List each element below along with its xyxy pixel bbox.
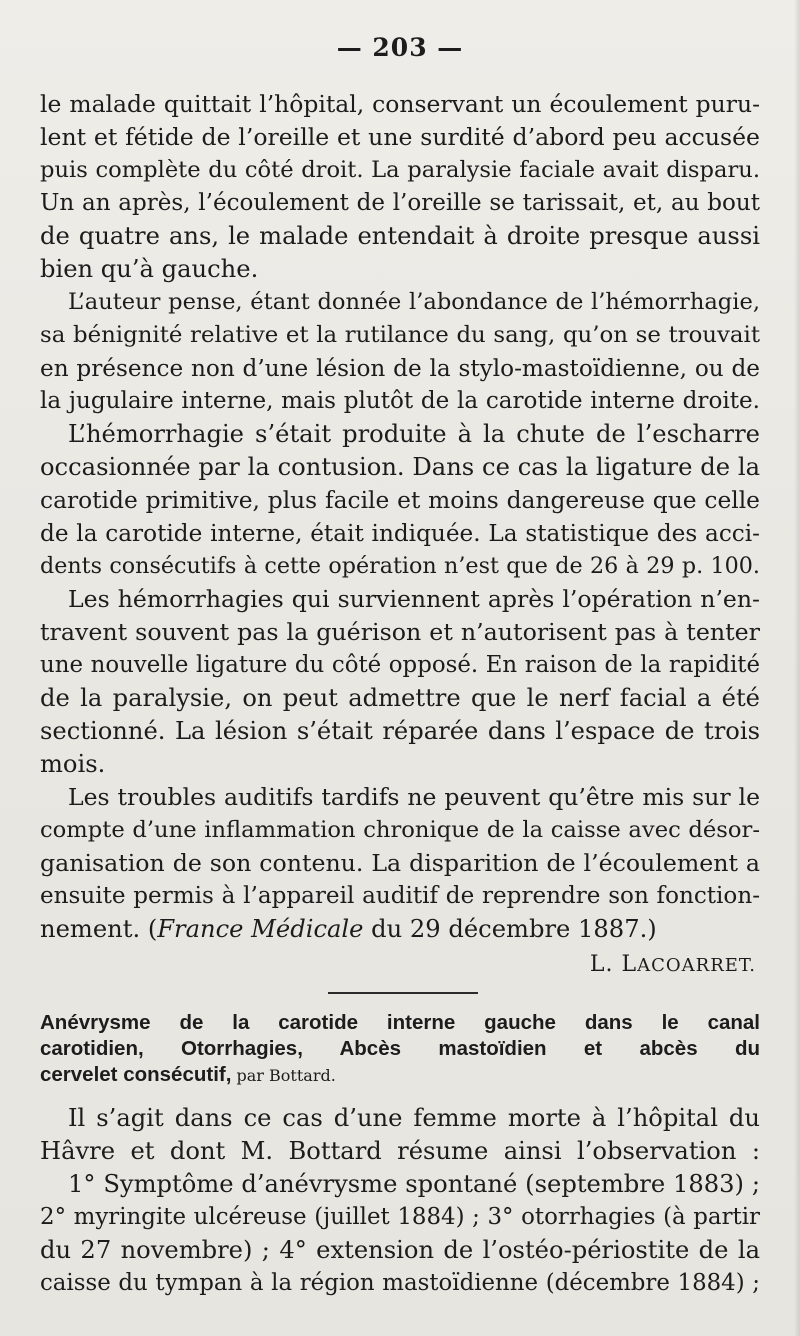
text-line: caisse du tympan à la région mastoïdienne (décembre 1884) ; (40, 1270, 760, 1296)
text-line: ensuite permis à l’appareil auditif de reprendre son fonction- (40, 883, 760, 909)
text-line: L’auteur pense, étant donnée l’abondance de l’hémorrhagie, (68, 289, 760, 315)
text-line: le malade quittait l’hôpital, conservant un écoulement puru- (40, 90, 760, 118)
text-line: sa bénignité relative et la rutilance du sang, qu’on se trouvait (40, 322, 760, 348)
text-line: L’hémorrhagie s’était produite à la chute de l’escharre (68, 420, 760, 448)
text-line: du 27 novembre) ; 4° extension de l’ostéo-périostite de la (40, 1236, 760, 1264)
text-line: une nouvelle ligature du côté opposé. En raison de la rapidité (40, 652, 760, 678)
text-line: compte d’une inflammation chronique de la caisse avec désor- (40, 817, 760, 843)
text-line: carotide primitive, plus facile et moins dangereuse que celle (40, 486, 760, 514)
text-line: Un an après, l’écoulement de l’oreille se tarissait, et, au bout (40, 190, 760, 216)
text-line: de la paralysie, on peut admettre que le nerf facial a été (40, 684, 760, 712)
page-edge-shadow (794, 0, 800, 1336)
text-line: lent et fétide de l’oreille et une surdité d’abord peu accusée (40, 123, 760, 151)
text-line: travent souvent pas la guérison et n’autorisent pas à tenter (40, 618, 760, 646)
text-line: de la carotide interne, était indiquée. La statistique des acci- (40, 520, 760, 547)
body-text-bottom (40, 1102, 760, 1300)
text-line: ganisation de son contenu. La disparition de l’écoulement a (40, 849, 760, 877)
heading-author: par Bottard. (231, 1066, 336, 1085)
heading-line: cervelet consécutif, par Bottard. (40, 1063, 336, 1086)
author-signature: L. LACOARRET. (589, 952, 756, 977)
text-line: dents consécutifs à cette opération n’est que de 26 à 29 p. 100. (40, 553, 760, 579)
page-number: — 203 — (336, 33, 464, 62)
citation-line: nement. (France Médicale du 29 décembre 1887.) (40, 915, 657, 943)
text-line: puis complète du côté droit. La paralysie faciale avait disparu. (40, 157, 760, 183)
text-line: sectionné. La lésion s’était réparée dans l’espace de trois (40, 717, 760, 745)
text-line: Il s’agit dans ce cas d’une femme morte à l’hôpital du (68, 1104, 760, 1132)
text-line: en présence non d’une lésion de la stylo-mastoïdienne, ou de (40, 355, 760, 382)
text-line: occasionnée par la contusion. Dans ce cas la ligature de la (40, 453, 760, 481)
heading-line: Anévrysme de la carotide interne gauche dans le canal (40, 1011, 760, 1034)
article-heading (40, 1010, 760, 1088)
text-line: bien qu’à gauche. (40, 255, 259, 283)
text-line: 1° Symptôme d’anévrysme spontané (septembre 1883) ; (68, 1170, 760, 1198)
text-line: de quatre ans, le malade entendait à droite presque aussi (40, 222, 760, 250)
section-divider (328, 992, 478, 994)
text-line: 2° myringite ulcéreuse (juillet 1884) ; 3° otorrhagies (à partir (40, 1204, 760, 1230)
text-line: la jugulaire interne, mais plutôt de la carotide interne droite. (40, 388, 760, 414)
journal-title: France Médicale (157, 915, 364, 943)
text-line: mois. (40, 750, 106, 778)
text-line: Les troubles auditifs tardifs ne peuvent qu’être mis sur le (68, 783, 760, 811)
heading-line: carotidien, Otorrhagies, Abcès mastoïdien et abcès du (40, 1037, 760, 1060)
text-line: Les hémorrhagies qui surviennent après l’opération n’en- (68, 585, 760, 613)
text-line: Hâvre et dont M. Bottard résume ainsi l’observation : (40, 1137, 760, 1165)
body-text-top (40, 88, 760, 946)
